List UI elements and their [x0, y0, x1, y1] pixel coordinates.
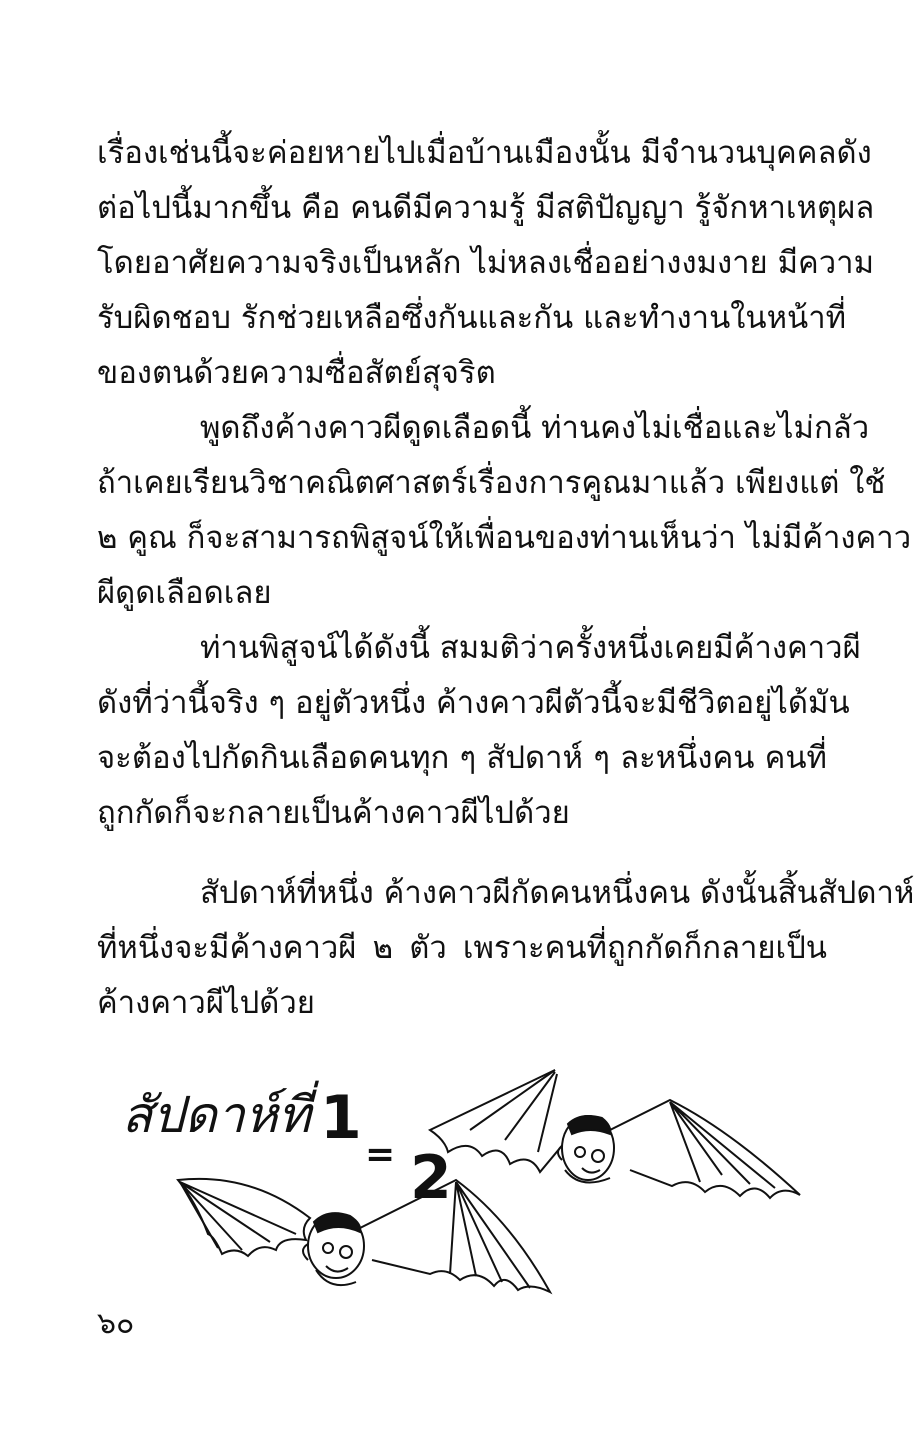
text-line: ของตนด้วยความซื่อสัตย์สุจริต	[97, 355, 496, 391]
text-line: ท่านพิสูจน์ได้ดังนี้ สมมติว่าครั้งหนึ่งเคยมีค้างคาวผี	[200, 630, 861, 666]
page-number: ๖๐	[97, 1306, 135, 1341]
text-line: สัปดาห์ที่หนึ่ง ค้างคาวผีกัดคนหนึ่งคน ดังนั้นสิ้นสัปดาห์	[200, 875, 915, 911]
number-one: 1	[320, 1083, 362, 1153]
bat-icon	[178, 1179, 550, 1292]
text-line: ค้างคาวผีไปด้วย	[97, 985, 315, 1021]
text-line: ดังที่ว่านี้จริง ๆ อยู่ตัวหนึ่ง ค้างคาวผีตัวนี้จะมีชีวิตอยู่ได้มัน	[97, 685, 850, 721]
text-line: โดยอาศัยความจริงเป็นหลัก ไม่หลงเชื่ออย่างงมงาย มีความ	[97, 245, 874, 281]
text-line: เรื่องเช่นนี้จะค่อยหายไปเมื่อบ้านเมืองนั้น มีจำนวนบุคคลดัง	[97, 135, 872, 171]
text-line: ต่อไปนี้มากขึ้น คือ คนดีมีความรู้ มีสติปัญญา รู้จักหาเหตุผล	[97, 190, 875, 226]
bat-icon	[430, 1070, 800, 1198]
text-line: ถูกกัดก็จะกลายเป็นค้างคาวผีไปด้วย	[97, 795, 570, 831]
text-line: พูดถึงค้างคาวผีดูดเลือดนี้ ท่านคงไม่เชื่อและไม่กลัว	[200, 410, 870, 446]
text-line: ถ้าเคยเรียนวิชาคณิตศาสตร์เรื่องการคูณมาแล้ว เพียงแต่ ใช้	[97, 465, 886, 501]
text-line: ผีดูดเลือดเลย	[97, 575, 272, 611]
number-two: 2	[410, 1143, 452, 1213]
bats-drawing	[110, 1060, 810, 1340]
text-line: ที่หนึ่งจะมีค้างคาวผี ๒ ตัว เพราะคนที่ถูกกัดก็กลายเป็น	[97, 930, 827, 966]
text-line: ๒ คูณ ก็จะสามารถพิสูจน์ให้เพื่อนของท่านเห็นว่า ไม่มีค้างคาว	[97, 520, 912, 556]
vampire-bats-illustration	[110, 1060, 810, 1340]
equals-sign: =	[365, 1134, 396, 1175]
text-line: จะต้องไปกัดกินเลือดคนทุก ๆ สัปดาห์ ๆ ละหนึ่งคน คนที่	[97, 740, 827, 776]
text-line: รับผิดชอบ รักช่วยเหลือซึ่งกันและกัน และทำงานในหน้าที่	[97, 300, 847, 336]
caption-text: สัปดาห์ที่	[122, 1086, 311, 1144]
